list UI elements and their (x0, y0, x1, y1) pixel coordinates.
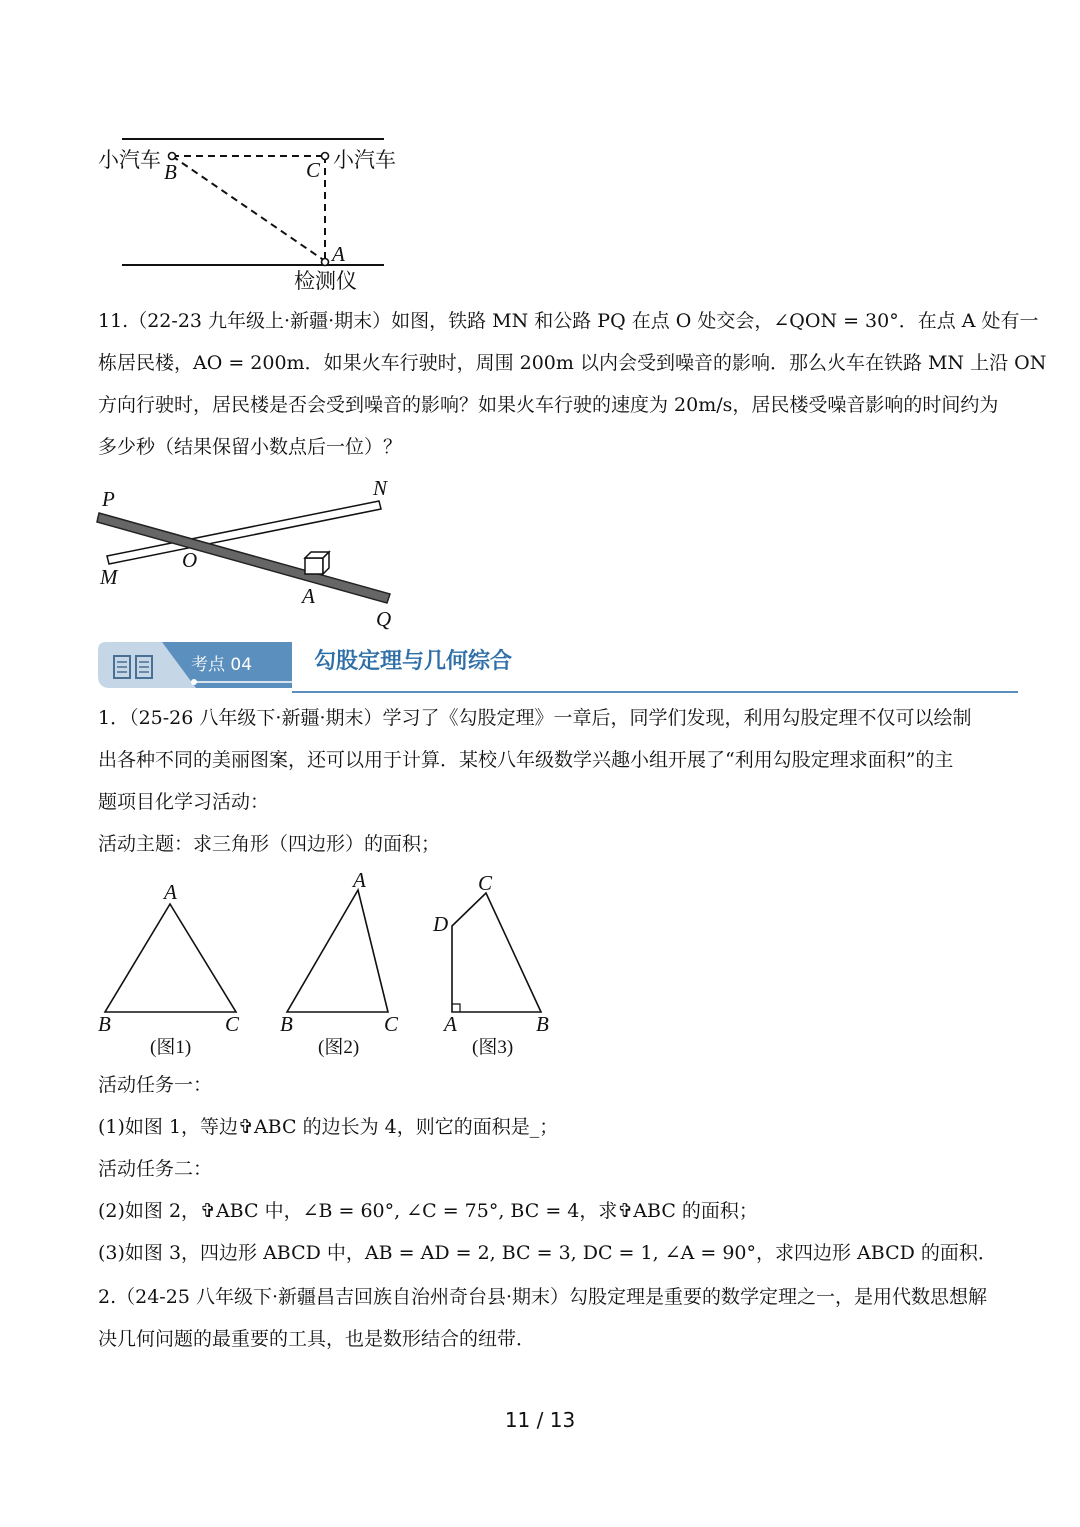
q1-theme: 活动主题：求三角形（四边形）的面积； (98, 833, 441, 855)
page-number: 11 / 13 (504, 1408, 576, 1432)
activity-tasks (98, 1064, 997, 1274)
q11-line-2: 栋居民楼，AO = 200m．如果火车行驶时，周围 200m 以内会受到噪音的影响．那么火车在铁路 MN 上沿 ON (98, 352, 1047, 374)
label-detector: 检测仪 (294, 269, 357, 293)
question-11 (98, 300, 1047, 468)
task1-text: (1)如图 1，等边✞ABC 的边长为 4，则它的面积是_； (98, 1116, 559, 1138)
fig2-caption: (图2) (318, 1037, 360, 1058)
q1-line-1: 1．（25-26 八年级下·新疆·期末）学习了《勾股定理》一章后，同学们发现，利用勾股定理不仅可以绘制 (98, 707, 972, 729)
point-b-label: B (164, 160, 177, 184)
task2-title: 活动任务二： (98, 1158, 213, 1180)
fig3-c-label: C (478, 871, 493, 895)
fig3-b-label: B (536, 1012, 549, 1036)
fig2-c-label: C (384, 1012, 399, 1036)
railway-road-figure (90, 470, 410, 635)
fig3-caption: (图3) (472, 1037, 514, 1058)
point-o-label: O (182, 548, 198, 572)
q1-line-2: 出各种不同的美丽图案，还可以用于计算．某校八年级数学兴趣小组开展了“利用勾股定理求面积”的主 (98, 749, 954, 771)
label-car-right: 小汽车 (333, 148, 396, 172)
label-car-left: 小汽车 (98, 148, 161, 172)
q2-line-1: 2.（24-25 八年级下·新疆昌吉回族自治州奇台县·期末）勾股定理是重要的数学定理之一，是用代数思想解 (98, 1286, 988, 1308)
fig1-a-label: A (164, 880, 177, 904)
fig3-d-label: D (433, 912, 449, 936)
q11-line-1: 11.（22-23 九年级上·新疆·期末）如图，铁路 MN 和公路 PQ 在点 O 处交会，∠QON = 30°．在点 A 处有一 (98, 310, 1039, 332)
car-detector-figure (90, 125, 420, 300)
question-2 (98, 1276, 988, 1360)
point-n-label: N (373, 476, 388, 500)
building-icon (305, 552, 329, 574)
task2-text: (2)如图 2，✞ABC 中，∠B = 60°, ∠C = 75°, BC = 4，求✞ABC 的面积； (98, 1200, 758, 1222)
figure-1 (98, 880, 240, 1058)
question-1 (98, 697, 988, 865)
section-badge-text: 考点 04 (191, 655, 253, 675)
q11-line-3: 方向行驶时，居民楼是否会受到噪音的影响？如果火车行驶的速度为 20m/s，居民楼受噪音影响的时间约为 (98, 394, 999, 416)
section-header-badge (96, 638, 1021, 698)
fig3-a-label: A (444, 1012, 457, 1036)
fig2-b-label: B (280, 1012, 293, 1036)
fig2-a-label: A (353, 868, 366, 892)
triangle-figures (90, 868, 570, 1068)
point-m-label: M (100, 565, 118, 589)
figure-2 (280, 868, 399, 1058)
point-q-label: Q (376, 607, 392, 631)
point-c-label: C (306, 158, 321, 182)
q2-line-2: 决几何问题的最重要的工具，也是数形结合的纽带． (98, 1328, 536, 1350)
q1-line-3: 题项目化学习活动： (98, 791, 270, 813)
task1-title: 活动任务一： (98, 1074, 213, 1096)
fig1-caption: (图1) (150, 1037, 192, 1058)
task3-text: (3)如图 3，四边形 ABCD 中，AB = AD = 2, BC = 3, DC = 1, ∠A = 90°，求四边形 ABCD 的面积． (98, 1242, 997, 1264)
point-a-label: A (302, 584, 315, 608)
fig1-b-label: B (98, 1012, 111, 1036)
q11-line-4: 多少秒（结果保留小数点后一位）？ (98, 436, 403, 458)
fig1-c-label: C (225, 1012, 240, 1036)
figure-3 (432, 871, 549, 1058)
point-a-label: A (332, 242, 345, 266)
point-p-label: P (102, 487, 115, 511)
section-title: 勾股定理与几何综合 (314, 649, 513, 674)
